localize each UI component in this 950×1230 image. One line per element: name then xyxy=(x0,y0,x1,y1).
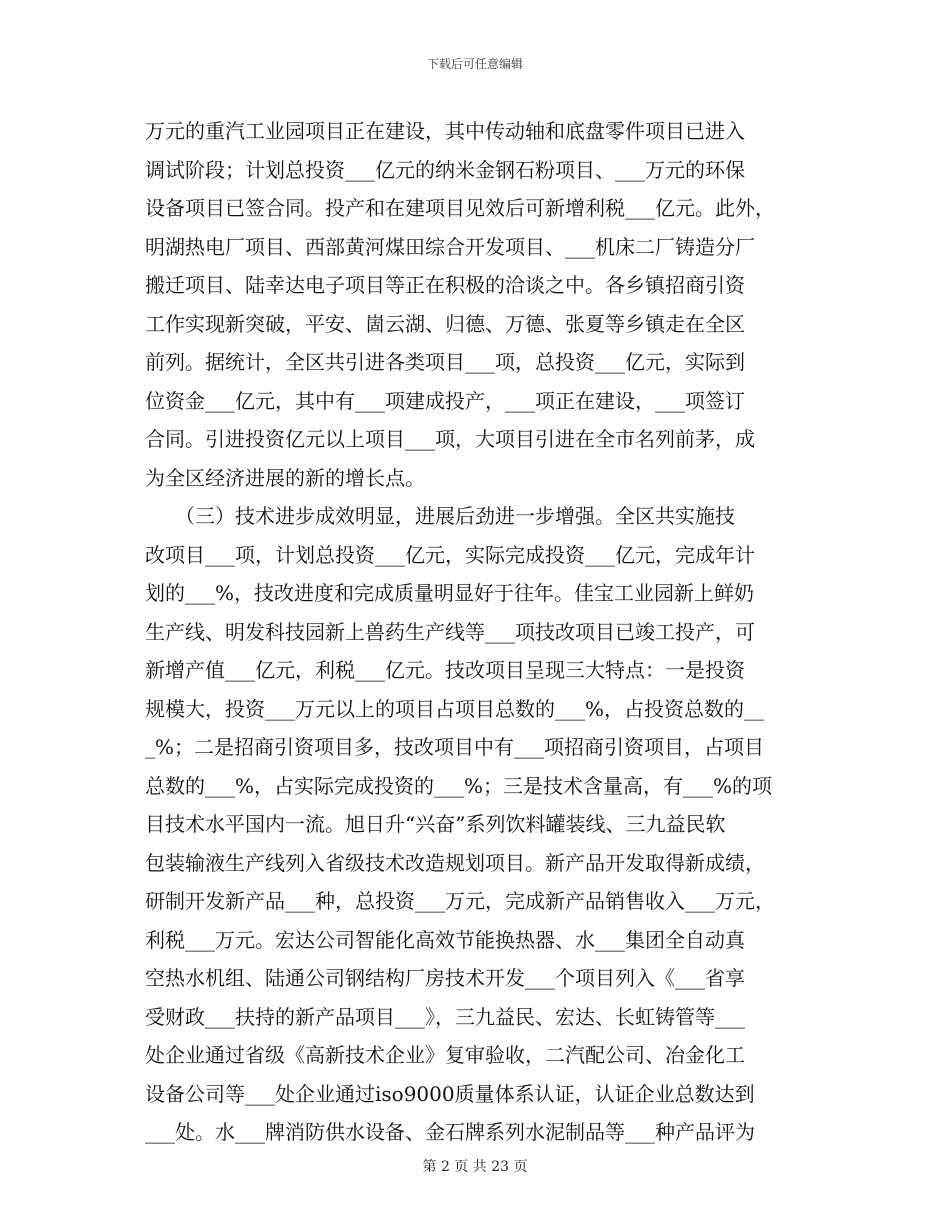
page-header: 下载后可任意编辑 xyxy=(426,57,523,71)
text-line: 规模大，投资___万元以上的项目占项目总数的___%，占投资总数的__ xyxy=(145,696,765,721)
text-line: 空热水机组、陆通公司钢结构厂房技术开发___个项目列入《___省享 xyxy=(145,966,745,990)
text-line: 设备项目已签合同。投产和在建项目见效后可新增利税___亿元。此外， xyxy=(145,196,775,220)
text-line: 调试阶段；计划总投资___亿元的纳米金钢石粉项目、___万元的环保 xyxy=(145,157,745,182)
text-line: 设备公司等___处企业通过iso9000质量体系认证，认证企业总数达到 xyxy=(145,1081,755,1106)
document-body xyxy=(145,112,805,1152)
text-line: 目技术水平国内一流。旭日升“兴奋”系列饮料罐装线、三九益民软 xyxy=(145,812,726,836)
text-line: 合同。引进投资亿元以上项目___项，大项目引进在全市名列前茅，成 xyxy=(145,427,755,451)
text-line: 明湖热电厂项目、西部黄河煤田综合开发项目、___机床二厂铸造分厂 xyxy=(145,234,755,259)
text-line: 划的___%，技改进度和完成质量明显好于往年。佳宝工业园新上鲜奶 xyxy=(145,581,755,605)
text-line: 为全区经济进展的新的增长点。 xyxy=(145,465,425,490)
text-line: _%；二是招商引资项目多，技改项目中有___项招商引资项目，占项目 xyxy=(145,735,765,759)
text-line: 改项目___项，计划总投资___亿元，实际完成投资___亿元，完成年计 xyxy=(145,542,755,567)
text-line: 新增产值___亿元，利税___亿元。技改项目呈现三大特点：一是投资 xyxy=(145,658,745,682)
text-line: 工作实现新突破，平安、崮云湖、归德、万德、张夏等乡镇走在全区 xyxy=(145,311,745,336)
text-line: 受财政___扶持的新产品项目___》，三九益民、宏达、长虹铸管等___ xyxy=(145,1004,745,1029)
text-line: 研制开发新产品___种，总投资___万元，完成新产品销售收入___万元， xyxy=(145,889,775,913)
text-line: 处企业通过省级《高新技术企业》复审验收，二汽配公司、冶金化工 xyxy=(145,1043,745,1067)
text-line: 总数的___%，占实际完成投资的___%；三是技术含量高，有___%的项 xyxy=(145,773,773,798)
text-line: 万元的重汽工业园项目正在建设，其中传动轴和底盘零件项目已进入 xyxy=(145,119,745,143)
text-line: ___处。水___牌消防供水设备、金石牌系列水泥制品等___种产品评为 xyxy=(145,1120,755,1144)
text-line: 包装输液生产线列入省级技术改造规划项目。新产品开发取得新成绩， xyxy=(145,850,765,875)
text-line: （三）技术进步成效明显，进展后劲进一步增强。全区共实施技 xyxy=(145,504,735,528)
text-line: 生产线、明发科技园新上兽药生产线等___项技改项目已竣工投产，可 xyxy=(145,619,755,644)
text-line: 搬迁项目、陆幸达电子项目等正在积极的洽谈之中。各乡镇招商引资 xyxy=(145,273,745,297)
text-line: 前列。据统计，全区共引进各类项目___项，总投资___亿元，实际到 xyxy=(145,350,745,374)
text-line: 位资金___亿元，其中有___项建成投产，___项正在建设，___项签订 xyxy=(145,388,745,413)
text-line: 利税___万元。宏达公司智能化高效节能换热器、水___集团全自动真 xyxy=(145,927,745,952)
page-number: 第 2 页 共 23 页 xyxy=(422,1159,528,1175)
